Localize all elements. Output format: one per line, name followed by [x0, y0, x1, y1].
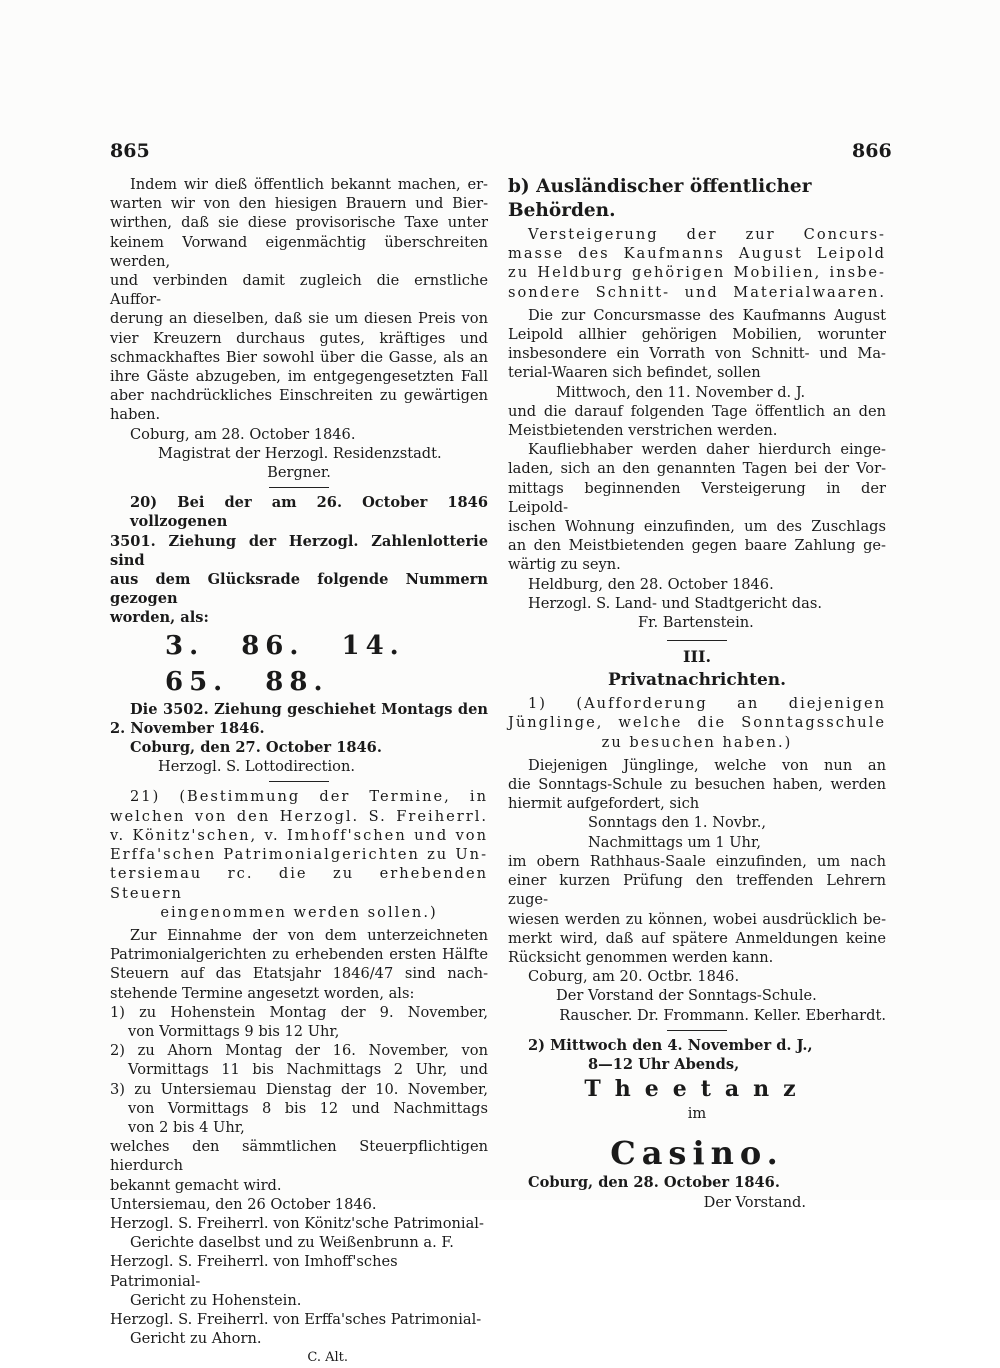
- dateline: Coburg, den 28. October 1846.: [528, 1174, 780, 1192]
- signature-name: C. Alt.: [307, 1350, 348, 1366]
- event-time: 8—12 Uhr Abends,: [588, 1055, 740, 1073]
- intro-paragraph: [110, 175, 488, 425]
- dateline: Untersiemau, den 26 October 1846.: [110, 1195, 377, 1213]
- schedule-line: Nachmittags um 1 Uhr,: [588, 833, 761, 851]
- text-line: Diejenigen Jünglinge, welche von nun an: [528, 756, 886, 774]
- text-line: Kaufliebhaber werden daher hierdurch einge-: [528, 441, 886, 459]
- text-line: masse des Kaufmanns August Leipold: [508, 245, 886, 263]
- text-line: und verbinden damit zugleich die ernstliche Auffor-: [110, 272, 488, 309]
- text-line: Versteigerung der zur Concurs-: [528, 226, 886, 243]
- text-line: Zur Einnahme der von dem unterzeichneten: [130, 926, 488, 944]
- text-line: Erffa'schen Patrimonialgerichten zu Un-: [110, 846, 488, 864]
- list-item-cont: Vormittags 11 bis Nachmittags 2 Uhr, und: [128, 1061, 488, 1079]
- text-line: ischen Wohnung einzufinden, um des Zuschlags: [508, 518, 886, 536]
- event-title: Theetanz: [584, 1076, 810, 1103]
- text-line: im obern Rathhaus-Saale einzufinden, um nach: [508, 852, 886, 870]
- text-line: laden, sich an den genannten Tagen bei der Vor-: [508, 460, 886, 478]
- text-line: aber nachdrückliches Einschreiten zu gewärtigen: [110, 387, 488, 405]
- left-column: [110, 175, 488, 1368]
- text-line: zu besuchen haben.): [601, 733, 793, 751]
- divider: [667, 640, 727, 641]
- text-line: Die 3502. Ziehung geschiehet Montags den: [130, 700, 488, 718]
- signatures: [110, 1214, 488, 1348]
- page-number-left: 865: [110, 140, 150, 162]
- text-line: schmackhaftes Bier sowohl über die Gasse, als an: [110, 348, 488, 366]
- divider: [269, 487, 329, 488]
- auction-title: [508, 225, 886, 302]
- text-line: Die zur Concursmasse des Kaufmanns August: [528, 306, 886, 324]
- item-21-title: [110, 787, 488, 921]
- signature: Herzogl. S. Freiherrl. von Imhoff'sches Patrimonial-: [110, 1253, 398, 1290]
- signature-cont: Gericht zu Ahorn.: [130, 1330, 262, 1348]
- text-line: Steuern auf das Etatsjahr 1846/47 sind nach-: [110, 965, 488, 983]
- lottery-numbers: 3. 86. 14. 65. 88.: [165, 630, 405, 697]
- schedule-line: Sonntags den 1. Novbr.,: [588, 814, 766, 832]
- signature-name: Fr. Bartenstein.: [638, 614, 754, 632]
- text-line: einer kurzen Prüfung den treffenden Lehrern zuge-: [508, 872, 886, 909]
- lotto-notice: [110, 493, 488, 776]
- text-line: Patrimonialgerichten zu erhebenden ersten Hälfte: [110, 946, 488, 964]
- text-line: zu Heldburg gehörigen Mobilien, insbe-: [508, 264, 886, 282]
- signature-name: Bergner.: [267, 464, 331, 482]
- divider: [667, 1030, 727, 1031]
- item-21-body: [110, 926, 488, 1003]
- text-line: haben.: [110, 406, 161, 424]
- text-line: welchen von den Herzogl. S. Freiherrl.: [110, 807, 488, 825]
- text-line: wirthen, daß sie diese provisorische Taxe unter: [110, 214, 488, 232]
- event-date: 2) Mittwoch den 4. November d. J.,: [528, 1036, 813, 1054]
- text-line: und die darauf folgenden Tage öffentlich an den: [508, 402, 886, 420]
- signature-cont: Gerichte daselbst und zu Weißenbrunn a. F.: [130, 1234, 454, 1252]
- section-heading: b) Ausländischer öffentlicher Behörden.: [508, 176, 812, 221]
- item-1-body: [508, 756, 886, 967]
- auction-body: [508, 306, 886, 575]
- text-line: Indem wir dieß öffentlich bekannt machen, er-: [130, 176, 488, 193]
- dateline: Coburg, am 28. October 1846.: [130, 425, 356, 443]
- section-number: III.: [682, 647, 712, 667]
- text-line: aus dem Glücksrade folgende Nummern gezogen: [110, 571, 488, 608]
- dateline: Heldburg, den 28. October 1846.: [528, 575, 774, 593]
- text-line: welches den sämmtlichen Steuerpflichtigen hierdurch: [110, 1138, 488, 1175]
- signature: Herzogl. S. Freiherrl. von Erffa'sches Patrimonial-: [110, 1310, 482, 1328]
- event-venue: Casino.: [610, 1134, 784, 1173]
- item-1-title: [508, 694, 886, 752]
- text-line: sondere Schnitt- und Materialwaaren.: [508, 283, 886, 301]
- text-line: die Sonntags-Schule zu besuchen haben, werden: [508, 776, 886, 794]
- signature: Herzogl. S. Lottodirection.: [158, 758, 356, 776]
- text-line: 2. November 1846.: [110, 719, 265, 737]
- section-heading: Privatnachrichten.: [607, 670, 787, 691]
- list-item: 1) zu Hohenstein Montag der 9. November,: [110, 1003, 488, 1021]
- list-item-cont: von 2 bis 4 Uhr,: [128, 1118, 245, 1136]
- text-line: Meistbietenden verstrichen werden.: [508, 422, 778, 440]
- signature: Der Vorstand der Sonntags-Schule.: [556, 987, 817, 1005]
- text-line: 21) (Bestimmung der Termine, in: [130, 788, 488, 806]
- signature: Herzogl. S. Freiherrl. von Könitz'sche Patrimonial-: [110, 1214, 484, 1232]
- auction-date: Mittwoch, den 11. November d. J.: [556, 383, 806, 401]
- right-column: [508, 175, 886, 1212]
- signature: Der Vorstand.: [703, 1193, 806, 1211]
- text-line: Jünglinge, welche die Sonntagsschule: [508, 714, 886, 732]
- signature-names: Rauscher. Dr. Frommann. Keller. Eberhardt.: [559, 1006, 886, 1024]
- list-item: 2) zu Ahorn Montag der 16. November, von: [110, 1042, 488, 1060]
- text-line: bekannt gemacht wird.: [110, 1176, 282, 1194]
- text-line: Leipold allhier gehörigen Mobilien, worunter: [508, 326, 886, 344]
- text-line: derung an dieselben, daß sie um diesen Preis von: [110, 310, 488, 328]
- text-line: 20) Bei der am 26. October 1846 vollzogenen: [130, 494, 488, 531]
- list-item-cont: von Vormittags 8 bis 12 und Nachmittags: [128, 1099, 488, 1117]
- signature: Magistrat der Herzogl. Residenzstadt.: [158, 444, 442, 462]
- text-line: keinem Vorwand eigenmächtig überschreiten werden,: [110, 233, 488, 270]
- signature-cont: Gericht zu Hohenstein.: [130, 1291, 302, 1309]
- list-item: 3) zu Untersiemau Dienstag der 10. November,: [110, 1080, 488, 1098]
- text-line: stehende Termine angesetzt worden, als:: [110, 984, 415, 1002]
- text-line: 3501. Ziehung der Herzogl. Zahlenlotterie sind: [110, 532, 488, 569]
- dateline: Coburg, den 27. October 1846.: [130, 739, 382, 757]
- text-line: tersiemau rc. die zu erhebenden Steuern: [110, 865, 488, 902]
- text-line: Rücksicht genommen werden kann.: [508, 948, 774, 966]
- event-preposition: im: [687, 1105, 707, 1123]
- text-line: warten wir von den hiesigen Brauern und Bier-: [110, 195, 488, 213]
- text-line: 1) (Aufforderung an diejenigen: [528, 695, 886, 713]
- text-line: insbesondere ein Vorrath von Schnitt- und Ma-: [508, 345, 886, 363]
- text-line: eingenommen werden sollen.): [160, 903, 438, 921]
- text-line: an den Meistbietenden gegen baare Zahlung ge-: [508, 537, 886, 555]
- text-line: mittags beginnenden Versteigerung in der Leipold-: [508, 479, 886, 516]
- text-line: v. Könitz'schen, v. Imhoff'schen und von: [110, 826, 488, 844]
- text-line: wärtig zu seyn.: [508, 556, 621, 574]
- text-line: hiermit aufgefordert, sich: [508, 795, 700, 813]
- list-item-cont: von Vormittags 9 bis 12 Uhr,: [128, 1022, 340, 1040]
- dateline: Coburg, am 20. Octbr. 1846.: [528, 968, 740, 986]
- text-line: terial-Waaren sich befindet, sollen: [508, 364, 761, 382]
- text-line: worden, als:: [110, 609, 209, 627]
- page-number-right: 866: [852, 140, 892, 162]
- text-line: merkt wird, daß auf spätere Anmeldungen keine: [508, 929, 886, 947]
- text-line: ihre Gäste abzugeben, im entgegengesetzten Fall: [110, 368, 488, 386]
- text-line: wiesen werden zu können, wobei ausdrücklich be-: [508, 910, 886, 928]
- terms-list: [110, 1003, 488, 1137]
- text-line: vier Kreuzern durchaus gutes, kräftiges und: [110, 329, 488, 347]
- signature: Herzogl. S. Land- und Stadtgericht das.: [528, 594, 822, 612]
- divider: [269, 781, 329, 782]
